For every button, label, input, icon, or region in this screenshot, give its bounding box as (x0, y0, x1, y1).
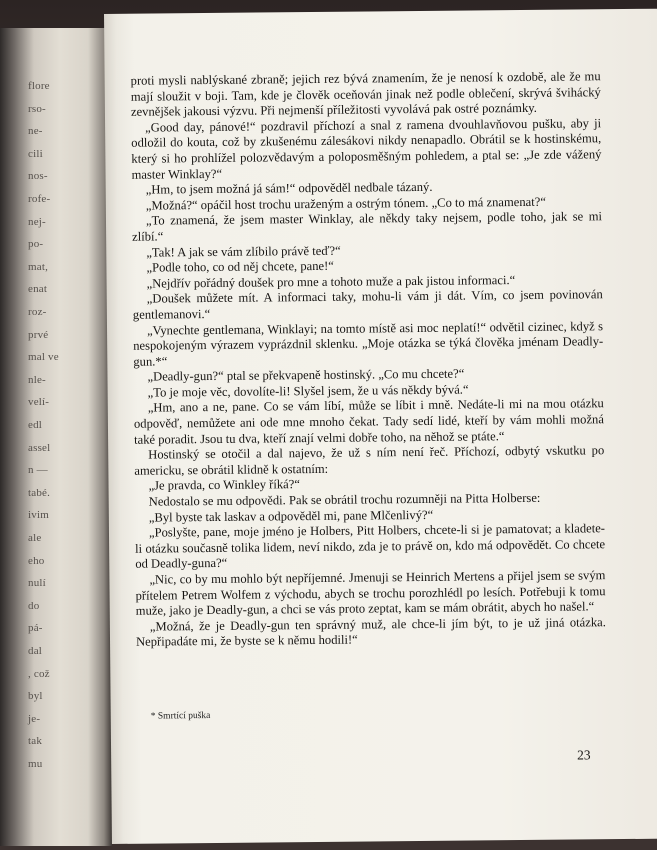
paragraph: „Good day, pánové!“ pozdravil příchozí a snal z ramena dvouhlavňovou pušku, aby ji odložil do kouta, což by zkušenému zálesákovi nikdy nenapadlo. Obrátil se k hostinskému, který si ho prohlížel polozvědavým a poloposměšným pohledem, a ptal se: „Je zde vážený master Winklay?“ (131, 116, 602, 182)
previous-page-text-fragment: mat, (28, 260, 49, 273)
previous-page-text-fragment: tabé. (28, 486, 51, 499)
previous-page-text-fragment: cili (28, 147, 43, 160)
paragraph: „Hm, to jsem možná já sám!“ odpověděl nedbale tázaný. (145, 180, 433, 197)
previous-page-text-fragment: tak (28, 735, 43, 748)
previous-page-text-fragment: , což (28, 667, 50, 680)
paragraph: „Podle toho, co od něj chcete, pane!“ (146, 258, 334, 275)
previous-page-text-fragment: velí- (28, 396, 50, 409)
previous-page-text-fragment: prvé (28, 328, 49, 341)
previous-page-text-fragment: nle- (28, 373, 46, 386)
previous-page-text-fragment: n — (28, 464, 48, 477)
previous-page-text-fragment: nulí (28, 577, 46, 590)
page-number: 23 (577, 747, 591, 763)
previous-page-text-fragment: do (28, 599, 40, 612)
paragraph: „Doušek můžete mít. A informaci taky, mohu-li vám ji dát. Vím, co jsem povinován gentlemanovi.“ (132, 287, 603, 322)
paragraph: „Nic, co by mu mohlo být nepříjemné. Jmenuji se Heinrich Mertens a přijel jsem se svým přítelem Petrem Wolfem z východu, abych se trochu porozhlédl po lesích. Potřebuji k tomu muže, jako je Deadly-gun, a chci se vás proto zeptat, kam se mám obrátit, abych ho našel.“ (135, 568, 606, 618)
previous-page-text-fragment: nej- (28, 215, 46, 228)
paragraph: „To znamená, že jsem master Winklay, ale někdy taky nejsem, podle toho, jak se mi zlíbí.“ (132, 209, 603, 244)
paragraph: „Deadly-gun?“ ptal se překvapeně hostinský. „Co mu chcete?“ (147, 366, 465, 384)
previous-page-text-fragment: ne- (28, 125, 43, 138)
previous-page-text-fragment: byl (28, 690, 43, 703)
paragraph: Hostinský se otočil a dal najevo, že už s ním není řeč. Příchozí, odbytý vskutku po americku, se obrátil klidně k ostatním: (134, 443, 605, 478)
book-page (104, 9, 657, 844)
paragraph: „Vynechte gentlemana, Winklayi; na tomto místě asi moc neplatí!“ odvětil cizinec, když s nespokojeným výrazem vyprázdnil sklenku. „Moje otázka se týká člověka jménam Deadly-gun.*“ (133, 318, 604, 369)
previous-page-text-fragment: eho (28, 554, 45, 567)
previous-page-text-fragment: mu (28, 758, 43, 770)
previous-page-text-fragment: nos- (28, 170, 48, 183)
paragraph: „Možná?“ opáčil host trochu uraženým a ostrým tónem. „Co to má znamenat?“ (145, 194, 546, 213)
paragraph: „Poslyšte, pane, moje jméno je Holbers, Pitt Holbers, chcete-li si je pamatovat; a kladete-li otázku současně tolika lidem, neví nikdo, zda je to právě on, kdo má odpovědět. Co chcete od Deadly-guna?“ (135, 521, 606, 572)
previous-page-text-fragment: po- (28, 238, 44, 251)
paragraph: „Možná, že je Deadly-gun ten správný muž, ale chce-li jím být, to je už jiná otázka. Nepřipadáte mi, že byste se k němu hodili!“ (135, 614, 606, 650)
previous-page-text-fragment: flore (28, 80, 50, 92)
previous-page-text-fragment: je- (28, 712, 41, 725)
previous-page-text-fragment: mal ve (28, 351, 59, 364)
body-text (131, 69, 607, 650)
paragraph: „Nejdřív pořádný doušek pro mne a tohoto muže a pak jistou informaci.“ (146, 272, 516, 291)
paragraph: „To je moje věc, dovolíte-li! Slyšel jsem, že u vás někdy bývá.“ (147, 382, 469, 400)
paragraph: „Tak! A jak se vám zlíbilo právě teď?“ (146, 243, 341, 260)
previous-page-text-fragment: assel (28, 441, 51, 454)
paragraph: „Je pravda, co Winkley říká?“ (148, 477, 300, 494)
previous-page-text-fragment: dal (28, 645, 43, 657)
previous-page-text-fragment: rso- (28, 102, 46, 115)
paragraph: Nedostalo se mu odpovědi. Pak se obrátil trochu rozumněji na Pitta Holberse: (148, 490, 541, 509)
paragraph: „Byl byste tak laskav a odpověděl mi, pane Mlčenlivý?“ (148, 507, 434, 525)
previous-page-text-fragment: pá- (28, 622, 43, 635)
previous-page-text-fragment: enat (28, 283, 48, 296)
previous-page-text-fragment: edl (28, 419, 43, 431)
previous-page-edge (0, 28, 112, 846)
previous-page-text-fragment: ale (28, 532, 42, 544)
previous-page-text-fragment: ivim (28, 509, 49, 522)
previous-page-text-fragment: roz- (28, 306, 47, 318)
footnote: * Smrtící puška (150, 711, 211, 722)
paragraph: proti mysli nablýskané zbraně; jejich rez bývá znamením, že je nenosí k ozdobě, ale že mu mají sloužit v boji. Tam, kde je člověk oceňován jinak než podle oblečení, skrývá švihácký zevnějšek jakousi výzvu. Při nejmenší příležitosti vyvolává pak ostré poznámky. (130, 69, 601, 119)
paragraph: „Hm, ano a ne, pane. Co se vám líbí, může se líbit i mně. Nedáte-li mi na mou otázku odpověď, nemůžete ani ode mne mnoho čekat. Tady sedí lidé, kteří by vám mohli možná také poradit. Jsou tu dva, kteří znají velmi dobře toho, na něhož se ptáte.“ (133, 396, 604, 447)
previous-page-text-fragment: rofe- (28, 193, 51, 205)
